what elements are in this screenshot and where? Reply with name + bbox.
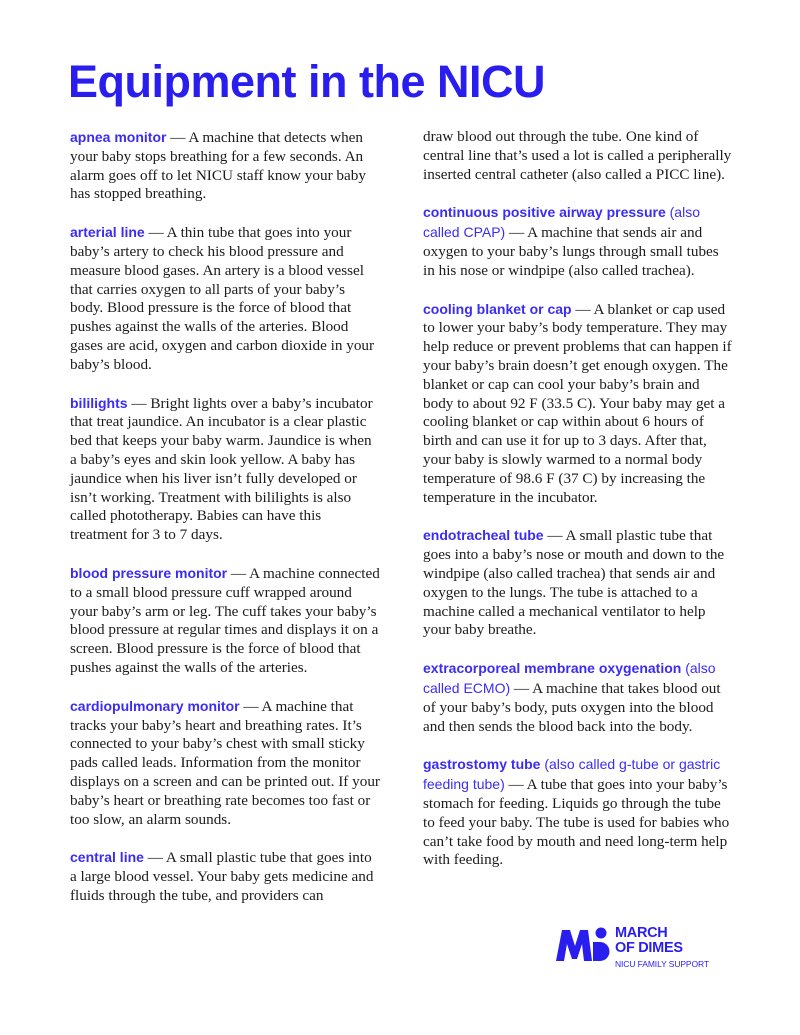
glossary-entry-gastrostomy-tube xyxy=(423,755,733,870)
term: cooling blanket or cap xyxy=(423,300,572,317)
definition: — A machine that sends air and oxygen to your baby’s lungs through small tubes in his nose or windpipe (also called trachea). xyxy=(423,224,719,279)
definition-part-1: — A small plastic tube that goes into a large blood vessel. Your baby gets medicine and fluids through the tube, and providers can xyxy=(70,849,374,904)
term: cardiopulmonary monitor xyxy=(70,697,240,714)
glossary-entry-central-line xyxy=(70,848,380,905)
definition: — A tube that goes into your baby’s stomach for feeding. Liquids go through the tube to feed your baby. The tube is used for babies who can’t take food by mouth and need long-term help with feeding. xyxy=(423,776,730,869)
glossary-entry-blood-pressure-monitor xyxy=(70,564,380,678)
term-alias: (also called ECMO) xyxy=(423,660,716,696)
page-title: Equipment in the NICU xyxy=(68,56,545,107)
term-alias: (also called g-tube or gastric feeding tube) xyxy=(423,756,721,793)
glossary-entry-cooling-blanket xyxy=(423,300,733,508)
term-alias: (also called CPAP) xyxy=(423,204,700,241)
definition: — A machine connected to a small blood pressure cuff wrapped around your baby’s arm or leg. The cuff takes your baby’s blood pressure at regular times and displays it on a screen. Blood pressure is the force of blood that pushes against the walls of the arteries. xyxy=(70,564,380,676)
glossary-entry-ecmo xyxy=(423,659,733,736)
march-of-dimes-logo xyxy=(556,926,709,970)
column-right xyxy=(423,128,733,889)
definition: — A machine that detects when your baby stops breathing for a few seconds. An alarm goes off to let NICU staff know your baby has stopped breathing. xyxy=(70,129,366,203)
term: gastrostomy tube xyxy=(423,756,541,773)
column-left xyxy=(70,128,380,925)
glossary-entry-apnea-monitor xyxy=(70,128,380,204)
term: blood pressure monitor xyxy=(70,564,228,581)
definition: — Bright lights over a baby’s incubator that treat jaundice. An incubator is a clear plastic bed that keeps your baby warm. Jaundice is when a baby’s eyes and skin look yellow. A baby has jaundice when his liver isn’t fully developed or isn’t working. Treatment with bililights is also called phototherapy. Babies can have this treatment for 3 to 7 days. xyxy=(70,394,373,544)
term: continuous positive airway pressure xyxy=(423,204,666,221)
definition: — A blanket or cap used to lower your baby’s body temperature. They may help reduce or prevent problems that can happen if your baby’s brain doesn’t get enough oxygen. The blanket or cap can cool your baby’s brain and body to about 92 F (33.5 C). Your baby may get a cooling blanket or cap within about 6 hours of birth and can use it for up to 3 days. After that, your baby is slowly warmed to a normal body temperature of 98.6 F (37 C) by increasing the temperature in the incubator. xyxy=(423,300,732,506)
term: extracorporeal membrane oxygenation xyxy=(423,660,682,677)
definition: — A machine that takes blood out of your baby’s body, puts oxygen into the blood and then sends the blood back into the body. xyxy=(423,679,721,735)
definition: — A small plastic tube that goes into a baby’s nose or mouth and down to the windpipe (also called trachea) that sends air and oxygen to the lungs. The tube is attached to a machine called a mechanical ventilator to help your baby breathe. xyxy=(423,527,725,639)
glossary-entry-arterial-line xyxy=(70,223,380,374)
glossary-entry-cardiopulmonary-monitor xyxy=(70,697,380,830)
definition-part-2: draw blood out through the tube. One kind of central line that’s used a lot is called a peripherally inserted central catheter (also called a PICC line). xyxy=(423,128,732,183)
term: apnea monitor xyxy=(70,129,167,145)
glossary-entry-bililights xyxy=(70,394,380,545)
glossary-entry-cpap xyxy=(423,203,733,280)
term: endotracheal tube xyxy=(423,527,544,544)
logo-text xyxy=(615,926,709,970)
logo-subtitle: NICU FAMILY SUPPORT xyxy=(615,959,709,969)
march-of-dimes-mb-logo-icon xyxy=(556,926,610,962)
definition: — A machine that tracks your baby’s heart and breathing rates. It’s connected to your baby’s chest with small sticky pads called leads. Information from the monitor displays on a screen and can be printed out. If your baby’s heart or breathing rate becomes too fast or too slow, an alarm sounds. xyxy=(70,697,380,828)
term: bililights xyxy=(70,394,128,411)
logo-line-2: OF DIMES xyxy=(615,940,683,956)
definition: — A thin tube that goes into your baby’s artery to check his blood pressure and measure blood gases. An artery is a blood vessel that carries oxygen to all parts of your baby’s body. Blood pressure is the force of blood that pushes against the walls of the arteries. Blood gases are acid, oxygen and carbon dioxide in your baby’s blood. xyxy=(70,224,375,373)
logo-line-1: MARCH xyxy=(615,925,668,941)
term: arterial line xyxy=(70,224,145,241)
glossary-entry-endotracheal-tube xyxy=(423,526,733,640)
term: central line xyxy=(70,849,144,866)
glossary-entry-central-line-continued xyxy=(423,128,733,184)
